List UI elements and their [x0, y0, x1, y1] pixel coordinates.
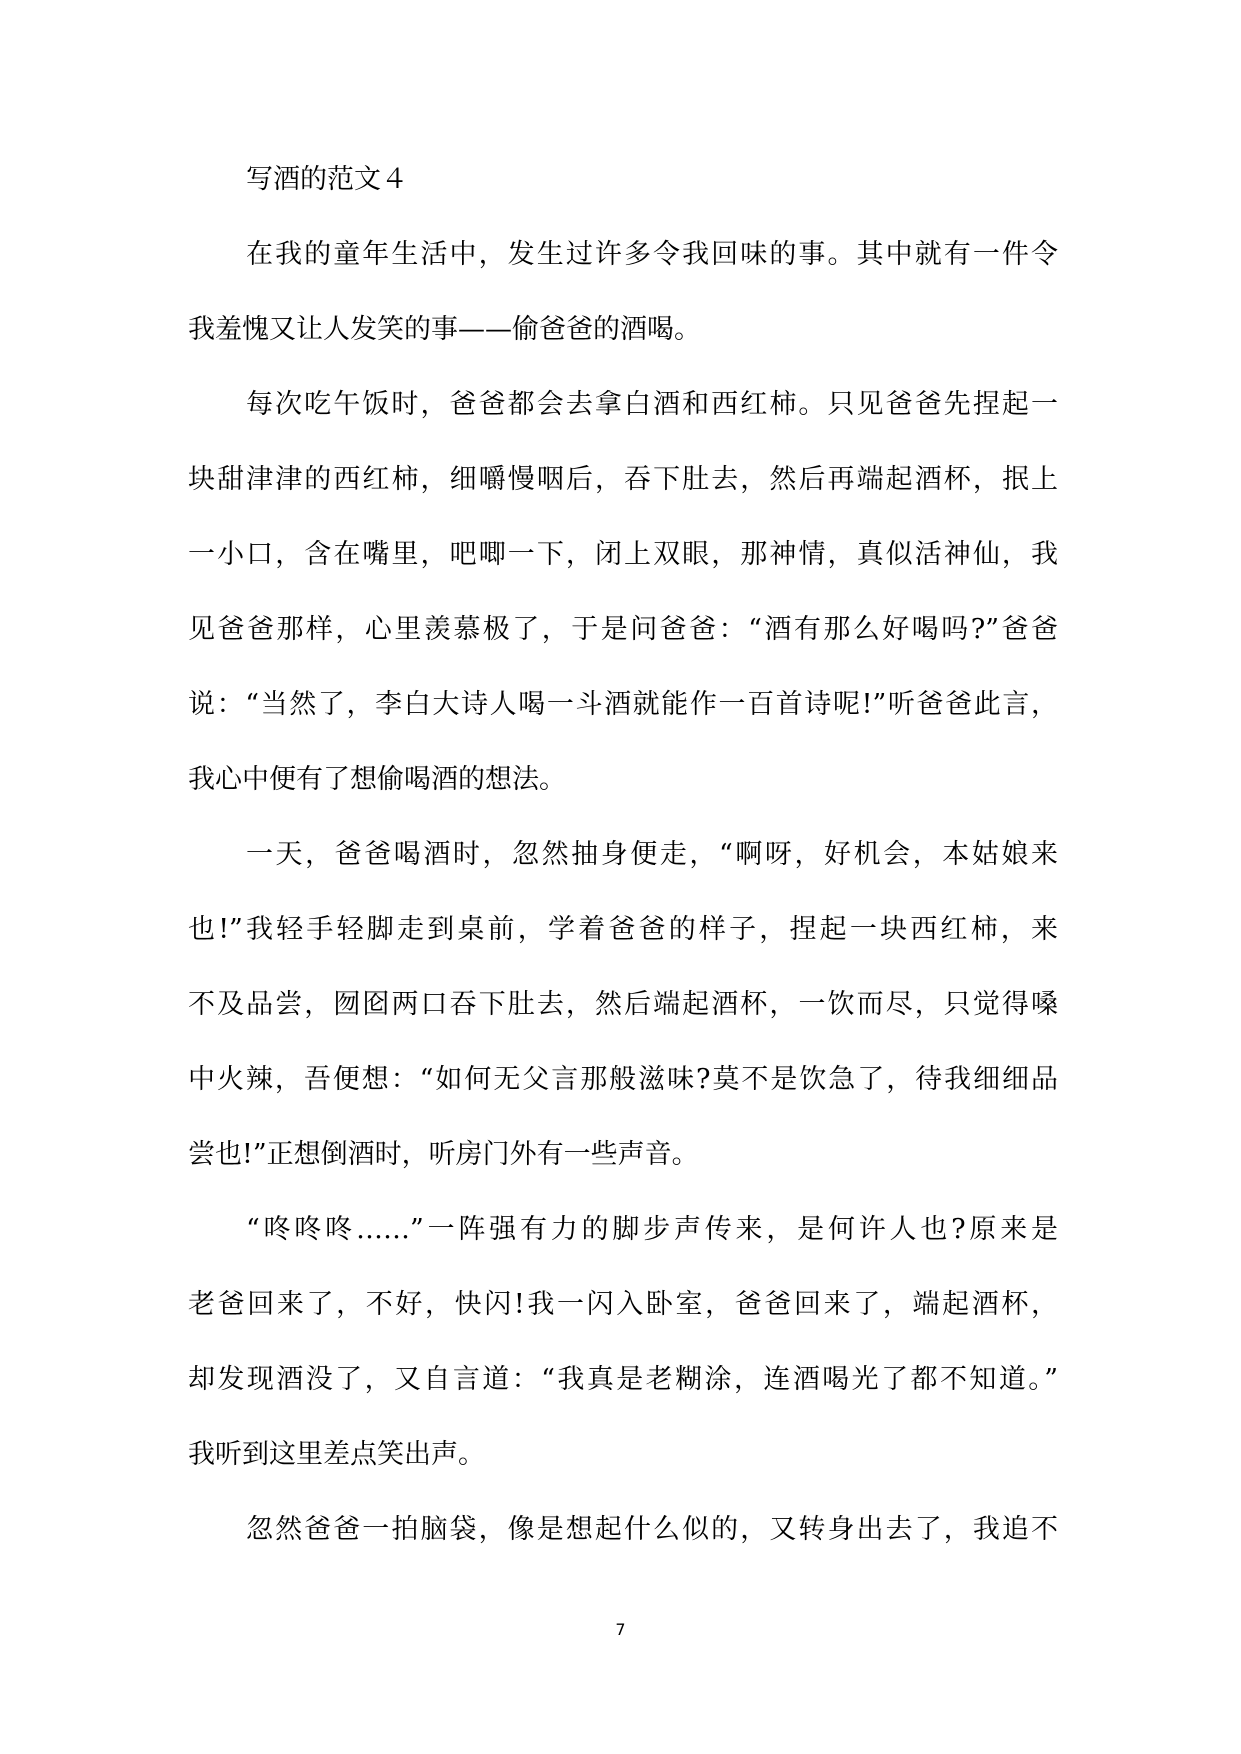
paragraph-line: 不及品尝，囫囵两口吞下肚去，然后端起酒杯，一饮而尽，只觉得嗓: [188, 989, 1058, 1020]
paragraph-line: 尝也!”正想倒酒时，听房门外有一些声音。: [188, 1139, 699, 1170]
paragraph-line: 每次吃午饭时，爸爸都会去拿白酒和西红柿。只见爸爸先捏起一: [246, 389, 1058, 420]
paragraph-line: 一小口，含在嘴里，吧唧一下，闭上双眼，那神情，真似活神仙，我: [188, 539, 1058, 570]
paragraph-line: 忽然爸爸一拍脑袋，像是想起什么似的，又转身出去了，我追不: [246, 1514, 1058, 1545]
paragraph-line: 一天，爸爸喝酒时，忽然抽身便走，“啊呀，好机会，本姑娘来: [246, 839, 1058, 870]
paragraph-line: 我羞愧又让人发笑的事——偷爸爸的酒喝。: [188, 314, 701, 345]
paragraph-line: 也!”我轻手轻脚走到桌前，学着爸爸的样子，捏起一块西红柿，来: [188, 914, 1058, 945]
essay-title: 写酒的范文４: [246, 164, 408, 195]
paragraph-line: 我听到这里差点笑出声。: [188, 1439, 485, 1470]
paragraph-line: “咚咚咚……”一阵强有力的脚步声传来，是何许人也?原来是: [246, 1214, 1058, 1245]
paragraph-line: 说：“当然了，李白大诗人喝一斗酒就能作一百首诗呢!”听爸爸此言，: [188, 689, 1058, 720]
paragraph-line: 我心中便有了想偷喝酒的想法。: [188, 764, 566, 795]
paragraph-line: 却发现酒没了，又自言道：“我真是老糊涂，连酒喝光了都不知道。”: [188, 1364, 1058, 1395]
paragraph-line: 中火辣，吾便想：“如何无父言那般滋味?莫不是饮急了，待我细细品: [188, 1064, 1058, 1095]
paragraph-line: 块甜津津的西红柿，细嚼慢咽后，吞下肚去，然后再端起酒杯，抿上: [188, 464, 1058, 495]
paragraph-line: 老爸回来了，不好，快闪!我一闪入卧室，爸爸回来了，端起酒杯，: [188, 1289, 1058, 1320]
page-number: 7: [615, 1620, 626, 1639]
paragraph-line: 在我的童年生活中，发生过许多令我回味的事。其中就有一件令: [246, 239, 1058, 270]
paragraph-line: 见爸爸那样，心里羡慕极了，于是问爸爸：“酒有那么好喝吗?”爸爸: [188, 614, 1058, 645]
document-body: [188, 142, 1058, 1567]
